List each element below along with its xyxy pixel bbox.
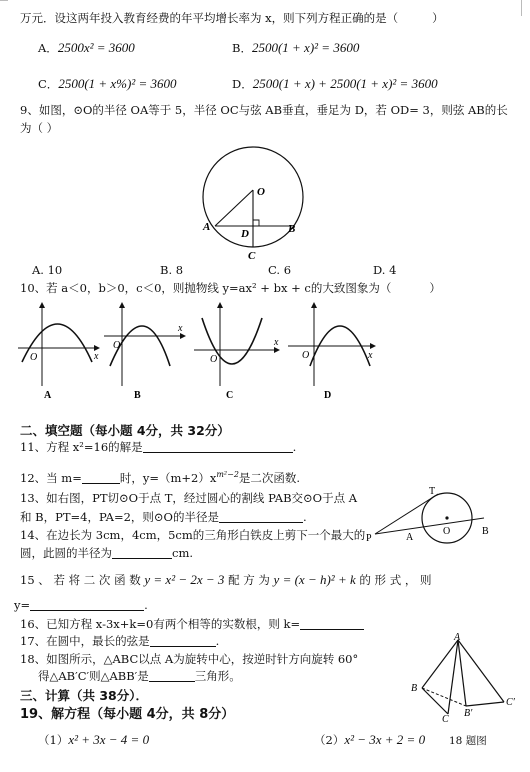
option-d: D．2500(1 + x) + 2500(1 + x)² = 3600 (232, 76, 438, 91)
q10-graph-a (14, 300, 100, 400)
q19-title: 19、解方程（每小题 4分，共 8分） (20, 707, 235, 722)
q15-line1: 15 、 若 将 二 次 函 数 y = x² − 2x − 3 配 方 为 y = (x − h)² + k 的 形 式 ， 则 (20, 572, 432, 587)
q10-b-x-label: x (178, 323, 183, 334)
q9-label-c: C (248, 250, 256, 260)
q18-bc (422, 688, 448, 714)
q19-eq2: （2）x² − 3x + 2 = 0 (314, 732, 426, 747)
q10-a-origin: O (30, 352, 38, 363)
q9-radius-oa (215, 190, 253, 226)
q18-line1: 18、如图所示，△ABC以点 A为旋转中心，按逆时针方向旋转 60° (20, 652, 359, 666)
q13-tangent (375, 494, 438, 534)
q12-blank (82, 471, 120, 484)
q9-label-o: O (257, 186, 265, 198)
q17: 17、在圆中，最长的弦是 . (20, 634, 220, 648)
q9-right-angle (253, 220, 259, 226)
section2-title: 二、填空题（每小题 4分，共 32分） (20, 423, 230, 438)
q18-label-c: C (442, 714, 449, 722)
q10-b-origin: O (113, 340, 121, 351)
q15-blank (30, 598, 144, 611)
q14-line2: 圆，此圆的半径为 cm. (20, 546, 194, 560)
q13-label-b: B (482, 526, 489, 537)
q15-line2: y= . (14, 598, 148, 612)
q10-graph-b (100, 300, 186, 400)
q13-label-p: P (366, 533, 372, 544)
q12: 12、当 m= 时，$y=(m+2)x^{m^2-2}$是二次函数. (20, 470, 301, 485)
page-edge-top (0, 0, 8, 1)
q10-d-x-label: x (368, 350, 373, 361)
q13-label-o: O (443, 526, 451, 537)
q13-line1: 13、如右图，PT切⊙O于点 T，经过圆心的割线 PAB交⊙O于点 A (20, 491, 358, 505)
q9-option-b: B. 8 (160, 263, 184, 277)
q13-label-a: A (406, 532, 414, 543)
q9-option-d: D. 4 (373, 263, 397, 277)
q10-text: 10、若 a＜0，b＞0，c＜0，则抛物线 y=ax² + bx + c的大致图象为（ ） (20, 281, 441, 295)
q13-blank (219, 510, 303, 523)
q14-line1: 14、在边长为 3cm，4cm，5cm的三角形白铁皮上剪下一个最大的 (20, 528, 366, 542)
q18-b2c2 (466, 702, 504, 706)
q9-label-b: B (288, 223, 296, 235)
q18-label-b: B (411, 683, 418, 694)
q10-graph-d (284, 300, 376, 400)
q10-d-origin: O (302, 350, 310, 361)
q11: 11、方程 x²=16的解是 . (20, 440, 297, 454)
q14-blank (112, 546, 172, 559)
q19-eq1: （1）x² + 3x − 4 = 0 (38, 732, 150, 747)
q18-bb2-dashed (422, 688, 466, 706)
q10-d-label: D (324, 390, 332, 400)
q16-blank (300, 617, 364, 630)
q13-label-t: T (429, 486, 436, 497)
q10-b-label: B (134, 390, 141, 400)
q9-label-a: A (203, 221, 211, 233)
q10-a-label: A (44, 390, 52, 400)
q18-figure-caption: 18 题图 (449, 735, 487, 747)
page-edge-right (521, 0, 522, 16)
q10-c-x-label: x (274, 337, 279, 348)
section3-title: 三、计算（共 38分）． (20, 688, 148, 703)
option-c: C．2500(1 + x%)² = 3600 (38, 76, 177, 91)
q9-option-a: A. 10 (32, 263, 63, 277)
q13-line2: 和 B，PT=4，PA=2，则⊙O的半径是 . (20, 510, 307, 524)
q9-text-2: 为（ ） (20, 121, 59, 135)
q10-c-label: C (226, 390, 234, 400)
q10-c-origin: O (210, 354, 218, 365)
q18-figure (400, 632, 524, 722)
q9-text: 9、如图，⊙O的半径 OA等于 5，半径 OC与弦 AB垂直，垂足为 D，若 OD= 3，则弦 AB的长 (20, 103, 508, 117)
q13-figure (360, 484, 495, 546)
q16: 16、已知方程 x-3x+k=0有两个相等的实数根，则 k= (20, 617, 364, 631)
q10-graph-c (190, 300, 280, 400)
intro-text: 万元．设这两年投入教育经费的年平均增长率为 x，则下列方程正确的是（ ） (20, 11, 444, 25)
q9-option-c: C. 6 (268, 263, 292, 277)
q18-line2: 得△AB′C′则△ABB′是 三角形。 (38, 669, 241, 683)
q9-label-d: D (241, 228, 249, 240)
option-a: A．2500x² = 3600 (38, 40, 135, 55)
q18-label-b-prime: B′ (464, 708, 473, 719)
q9-circle-figure (195, 140, 315, 260)
q18-blank (149, 669, 195, 682)
q11-blank (143, 440, 293, 453)
q18-label-c-prime: C′ (506, 697, 515, 708)
option-b: B．2500(1 + x)² = 3600 (232, 40, 360, 55)
q17-blank (150, 634, 216, 647)
q18-label-a: A (454, 632, 461, 643)
q10-a-x-label: x (94, 351, 99, 362)
